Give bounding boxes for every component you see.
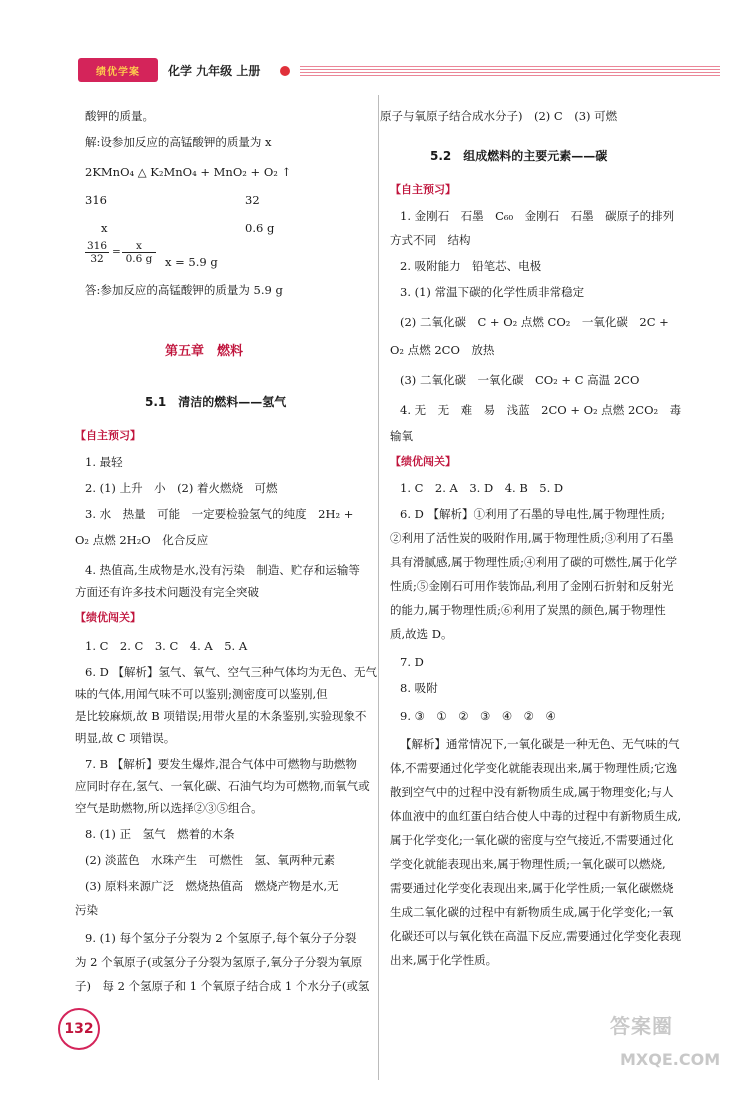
left-line: 第五章 燃料 bbox=[165, 344, 244, 359]
page-header bbox=[70, 56, 720, 86]
left-line: 4. 热值高,生成物是水,没有污染 制造、贮存和运输等 bbox=[85, 563, 360, 577]
right-line: 体,不需要通过化学变化就能表现出来,属于物理性质;它逸 bbox=[390, 761, 678, 775]
right-line: 输氧 bbox=[390, 429, 413, 443]
left-line: 8. (1) 正 氢气 燃着的木条 bbox=[85, 827, 235, 841]
left-line: 1. 最轻 bbox=[85, 455, 123, 469]
right-line: 1. 金刚石 石墨 C₆₀ 金刚石 石墨 碳原子的排列 bbox=[400, 209, 675, 223]
right-line: 出来,属于化学性质。 bbox=[390, 953, 498, 967]
right-line: 5.2 组成燃料的主要元素——碳 bbox=[430, 149, 608, 163]
left-line: 污染 bbox=[75, 903, 98, 917]
left-line: 0.6 g bbox=[245, 221, 275, 235]
left-line: 32 bbox=[245, 193, 260, 207]
left-line: x = 5.9 g bbox=[165, 255, 218, 269]
header-tag: 绩优学案 bbox=[78, 58, 158, 82]
right-line: 【解析】通常情况下,一氧化碳是一种无色、无气味的气 bbox=[400, 737, 680, 751]
left-line: 6. D 【解析】氢气、氧气、空气三种气体均为无色、无气 bbox=[85, 665, 378, 679]
left-line: 明显,故 C 项错误。 bbox=[75, 731, 176, 745]
header-dot-icon bbox=[280, 66, 290, 76]
right-line: 8. 吸附 bbox=[400, 681, 438, 695]
equals-sign: = bbox=[112, 246, 121, 258]
header-decor-lines bbox=[300, 66, 720, 76]
left-line: 应同时存在,氢气、一氧化碳、石油气均为可燃物,而氧气或 bbox=[75, 779, 370, 793]
right-line: 具有滑腻感,属于物理性质;④利用了碳的可燃性,属于化学 bbox=[390, 555, 678, 569]
right-line: 【绩优闯关】 bbox=[390, 455, 456, 468]
left-line: 酸钾的质量。 bbox=[85, 109, 154, 123]
left-line: 味的气体,用闻气味不可以鉴别;测密度可以鉴别,但 bbox=[75, 687, 328, 701]
left-line: (2) 淡蓝色 水珠产生 可燃性 氢、氧两种元素 bbox=[85, 853, 335, 867]
left-line: 为 2 个氧原子(或氢分子分裂为氢原子,氧分子分裂为氧原 bbox=[75, 955, 363, 969]
left-line: x bbox=[101, 221, 108, 235]
right-line: 1. C 2. A 3. D 4. B 5. D bbox=[400, 481, 564, 495]
fraction-left bbox=[85, 240, 109, 265]
left-line: 答:参加反应的高锰酸钾的质量为 5.9 g bbox=[85, 283, 283, 297]
right-line: 散到空气中的过程中没有新物质生成,属于物理变化;与人 bbox=[390, 785, 674, 799]
right-line: 7. D bbox=[400, 655, 424, 669]
right-line: (3) 二氧化碳 一氧化碳 CO₂ + C 高温 2CO bbox=[400, 373, 640, 387]
page-number: 132 bbox=[58, 1008, 100, 1050]
right-line: 体血液中的血红蛋白结合使人中毒的过程中有新物质生成, bbox=[390, 809, 682, 823]
left-line: 2KMnO₄ △ K₂MnO₄ + MnO₂ + O₂ ↑ bbox=[85, 165, 292, 179]
left-line: 【绩优闯关】 bbox=[75, 611, 141, 624]
right-line: 需要通过化学变化表现出来,属于化学性质;一氧化碳燃烧 bbox=[390, 881, 674, 895]
left-line: (3) 原料来源广泛 燃烧热值高 燃烧产物是水,无 bbox=[85, 879, 339, 893]
left-line: 7. B 【解析】要发生爆炸,混合气体中可燃物与助燃物 bbox=[85, 757, 357, 771]
right-line: 6. D 【解析】①利用了石墨的导电性,属于物理性质; bbox=[400, 507, 666, 521]
right-line: (2) 二氧化碳 C + O₂ 点燃 CO₂ 一氧化碳 2C + bbox=[400, 315, 669, 329]
right-line: O₂ 点燃 2CO 放热 bbox=[390, 343, 495, 357]
fraction-den-2: 0.6 g bbox=[122, 252, 156, 265]
right-line: 学变化就能表现出来,属于物理性质;一氧化碳可以燃烧, bbox=[390, 857, 666, 871]
left-line: 空气是助燃物,所以选择②③⑤组合。 bbox=[75, 801, 263, 815]
column-divider bbox=[378, 95, 379, 1080]
right-line: 性质;⑤金刚石可用作装饰品,利用了金刚石折射和反射光 bbox=[390, 579, 674, 593]
header-title: 化学 九年级 上册 bbox=[168, 64, 261, 78]
left-line: 316 bbox=[85, 193, 107, 207]
right-line: 方式不同 结构 bbox=[390, 233, 471, 247]
fraction-num-1: 316 bbox=[86, 240, 108, 252]
right-line: 【自主预习】 bbox=[390, 183, 456, 196]
right-line: 3. (1) 常温下碳的化学性质非常稳定 bbox=[400, 285, 585, 299]
left-line: 【自主预习】 bbox=[75, 429, 141, 442]
left-line: 1. C 2. C 3. C 4. A 5. A bbox=[85, 639, 248, 653]
right-line: 原子与氧原子结合成水分子) (2) C (3) 可燃 bbox=[380, 109, 618, 123]
right-line: 属于化学变化;一氧化碳的密度与空气接近,不需要通过化 bbox=[390, 833, 674, 847]
left-line: 方面还有许多技术问题没有完全突破 bbox=[75, 585, 259, 599]
left-line: 9. (1) 每个氢分子分裂为 2 个氢原子,每个氧分子分裂 bbox=[85, 931, 357, 945]
left-line: 是比较麻烦,故 B 项错误;用带火星的木条鉴别,实验现象不 bbox=[75, 709, 367, 723]
watermark-logo: 答案圈 bbox=[610, 1014, 673, 1038]
left-line: O₂ 点燃 2H₂O 化合反应 bbox=[75, 533, 209, 547]
left-line: 2. (1) 上升 小 (2) 着火燃烧 可燃 bbox=[85, 481, 278, 495]
right-line: 化碳还可以与氧化铁在高温下反应,需要通过化学变化表现 bbox=[390, 929, 682, 943]
watermark-url: MXQE.COM bbox=[620, 1050, 721, 1069]
right-line: 9. ③ ① ② ③ ④ ② ④ bbox=[400, 709, 556, 723]
right-line: 质,故选 D。 bbox=[390, 627, 453, 641]
right-line: 生成二氧化碳的过程中有新物质生成,属于化学变化;一氧 bbox=[390, 905, 674, 919]
right-line: 2. 吸附能力 铅笔芯、电极 bbox=[400, 259, 542, 273]
right-line: 的能力,属于物理性质;⑥利用了炭黑的颜色,属于物理性 bbox=[390, 603, 666, 617]
left-line: 子) 每 2 个氢原子和 1 个氧原子结合成 1 个水分子(或氢 bbox=[75, 979, 370, 993]
fraction-den-1: 32 bbox=[85, 252, 109, 265]
right-line: ②利用了活性炭的吸附作用,属于物理性质;③利用了石墨 bbox=[390, 531, 674, 545]
fraction-right bbox=[122, 240, 156, 265]
left-line: 3. 水 热量 可能 一定要检验氢气的纯度 2H₂ + bbox=[85, 507, 354, 521]
right-line: 4. 无 无 难 易 浅蓝 2CO + O₂ 点燃 2CO₂ 毒 bbox=[400, 403, 682, 417]
left-line: 5.1 清洁的燃料——氢气 bbox=[145, 395, 287, 409]
fraction-num-2: x bbox=[136, 240, 142, 252]
left-line: 解:设参加反应的高锰酸钾的质量为 x bbox=[85, 135, 272, 149]
